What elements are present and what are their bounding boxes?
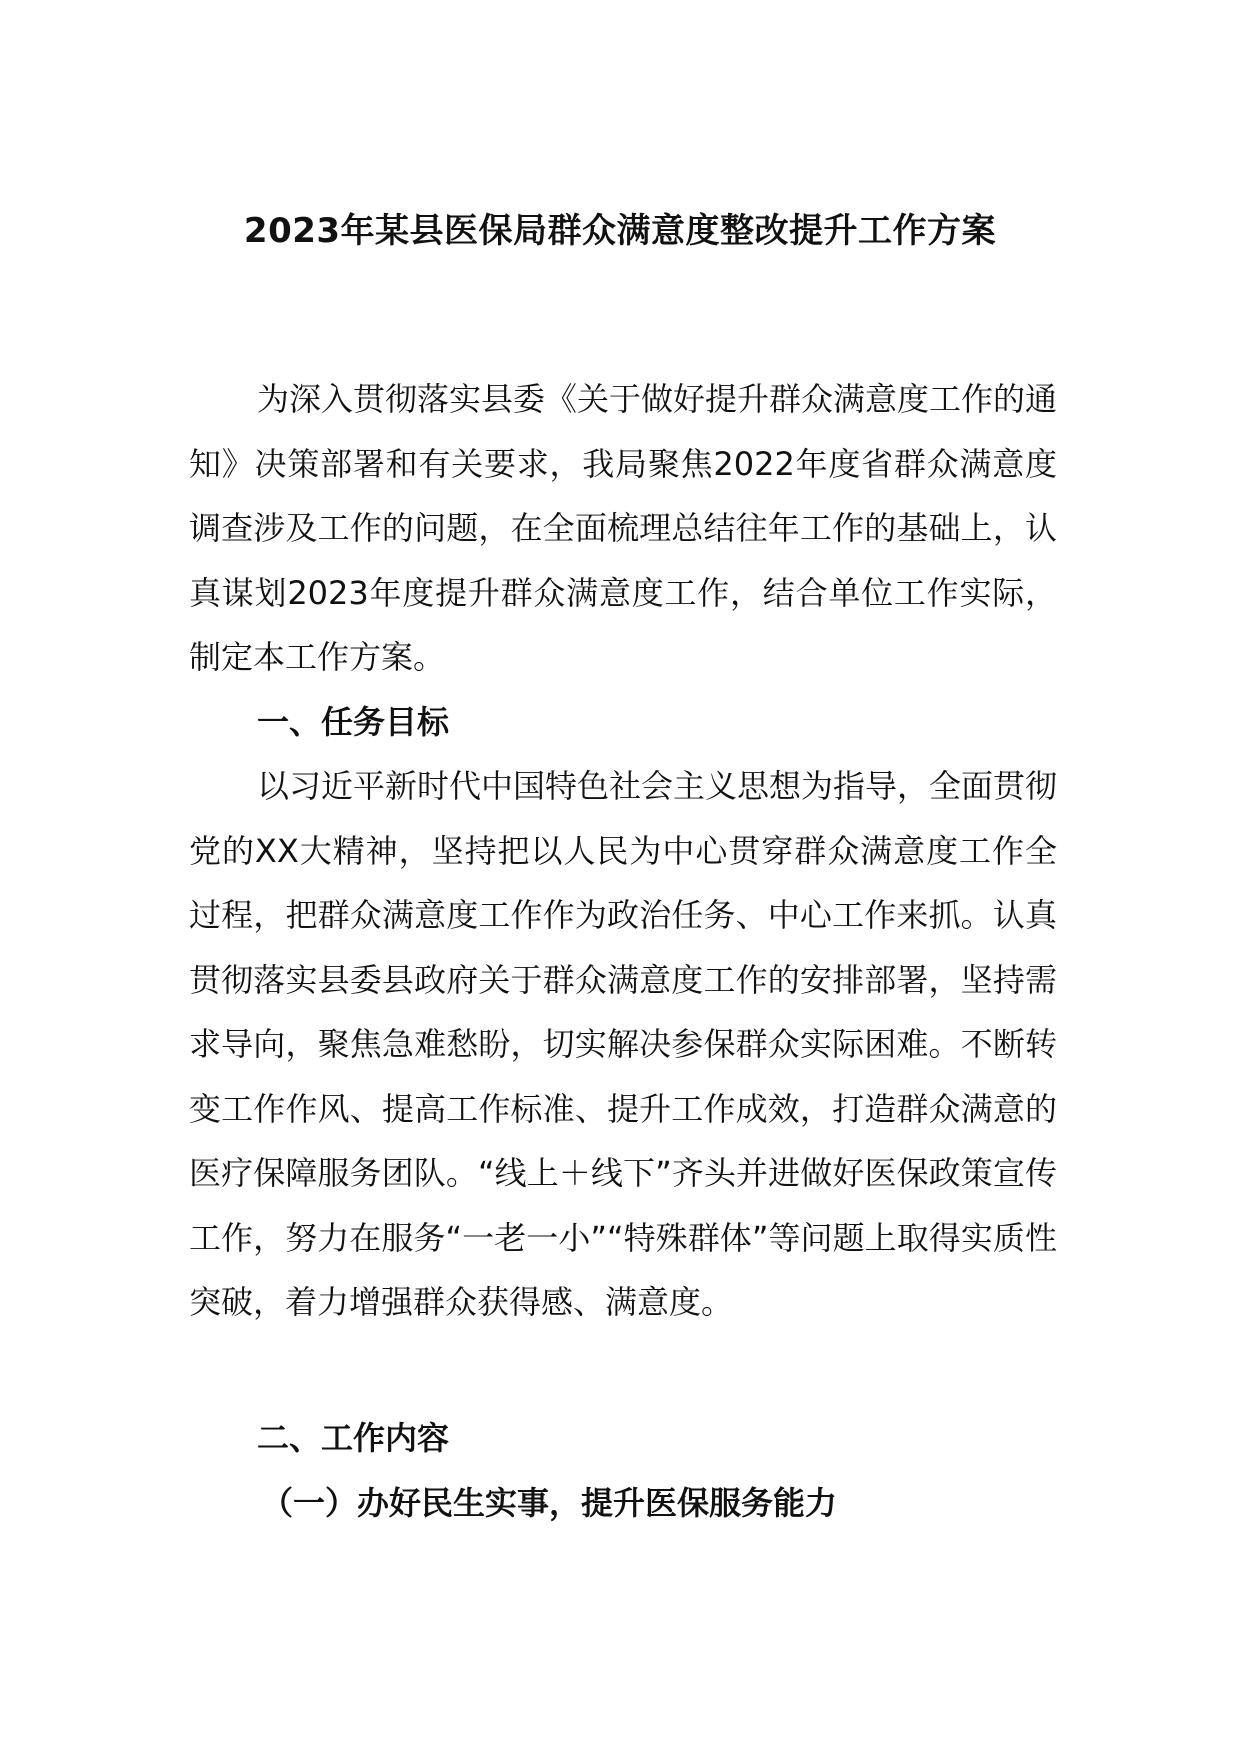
intro-paragraph: 为深入贯彻落实县委《关于做好提升群众满意度工作的通知》决策部署和有关要求，我局聚焦2022年度省群众满意度调查涉及工作的问题，在全面梳理总结往年工作的基础上，认真谋划2023年度提升群众满意度工作，结合单位工作实际，制定本工作方案。 [189, 380, 1058, 676]
document-title: 2023年某县医保局群众满意度整改提升工作方案 [243, 211, 997, 251]
section-heading-task-goals: 一、任务目标 [257, 703, 450, 741]
subsection-heading-livelihood: （一）办好民生实事，提升医保服务能力 [261, 1484, 838, 1522]
section-heading-work-content: 二、工作内容 [257, 1419, 450, 1457]
task-goals-paragraph: 以习近平新时代中国特色社会主义思想为指导，全面贯彻党的XX大精神，坚持把以人民为中心贯穿群众满意度工作全过程，把群众满意度工作作为政治任务、中心工作来抓。认真贯彻落实县委县政府关于群众满意度工作的安排部署，坚持需求导向，聚焦急难愁盼，切实解决参保群众实际困难。不断转变工作作风、提高工作标准、提升工作成效，打造群众满意的医疗保障服务团队。“线上＋线下”齐头并进做好医保政策宣传工作，努力在服务“一老一小”“特殊群体”等问题上取得实质性突破，着力增强群众获得感、满意度。 [189, 767, 1058, 1321]
